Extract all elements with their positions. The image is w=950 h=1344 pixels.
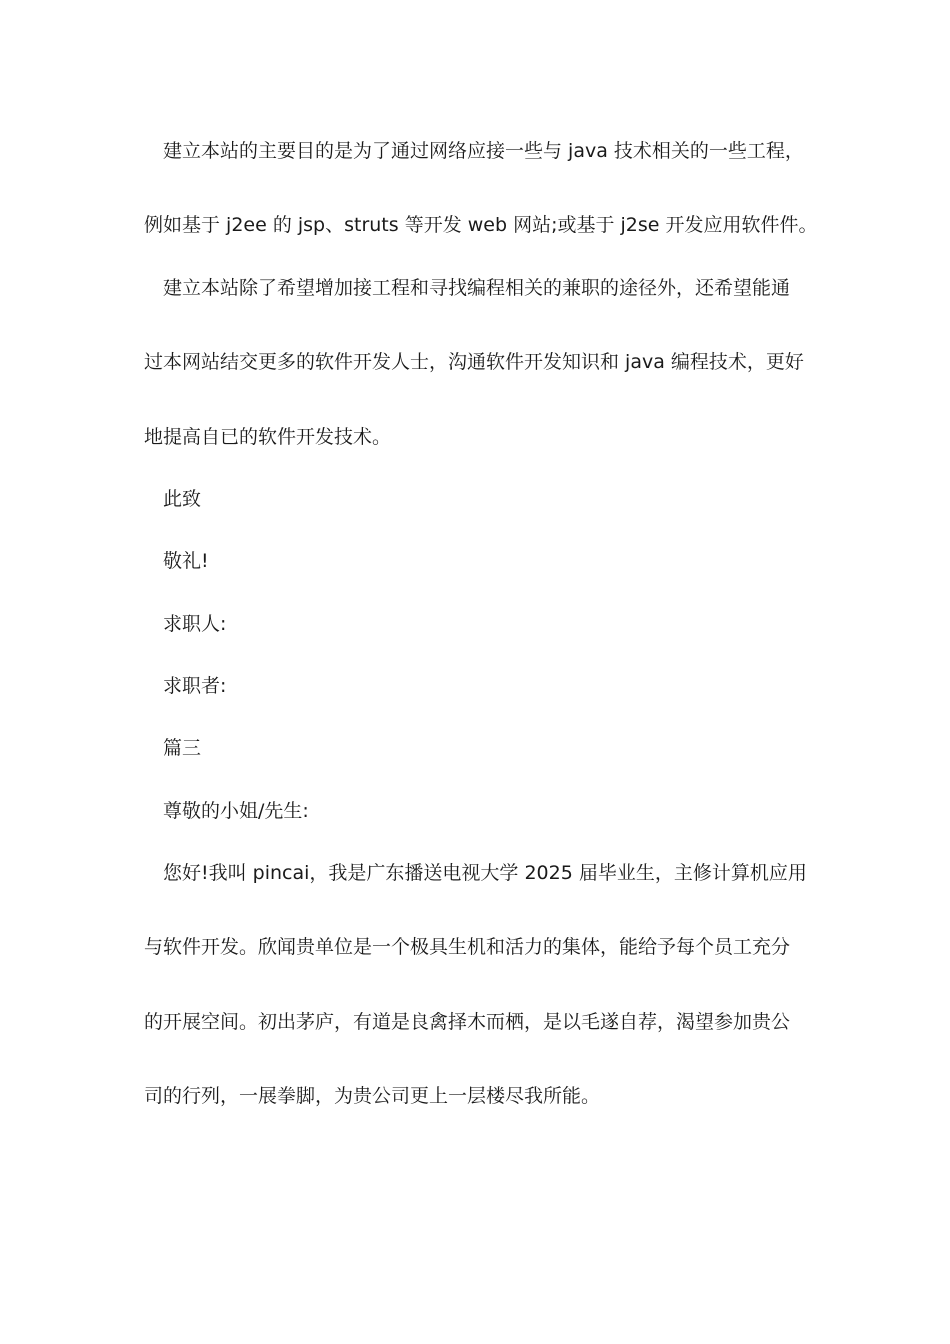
paragraph-line-9: 司的行列，一展拳脚，为贵公司更上一层楼尽我所能。 <box>144 1085 601 1107</box>
paragraph-line-7: 与软件开发。欣闻贵单位是一个极具生机和活力的集体，能给予每个员工充分 <box>144 936 791 958</box>
signature-applicant-label: 求职人: <box>163 613 227 635</box>
paragraph-line-2: 例如基于 j2ee 的 jsp、struts 等开发 web 网站;或基于 j2se 开发应用软件件。 <box>144 214 818 236</box>
letter-greeting: 尊敬的小姐/先生: <box>163 800 309 822</box>
section-heading: 篇三 <box>163 737 202 759</box>
paragraph-line-3: 建立本站除了希望增加接工程和寻找编程相关的兼职的途径外，还希望能通 <box>163 277 791 299</box>
closing-regards: 敬礼! <box>163 550 209 572</box>
closing-salutation: 此致 <box>163 488 202 510</box>
paragraph-line-6: 您好!我叫 pincai，我是广东播送电视大学 2025 届毕业生，主修计算机应用 <box>163 862 807 884</box>
signature-seeker-label: 求职者: <box>163 675 227 697</box>
paragraph-line-8: 的开展空间。初出茅庐，有道是良禽择木而栖，是以毛遂自荐，渴望参加贵公 <box>144 1011 791 1033</box>
paragraph-line-1: 建立本站的主要目的是为了通过网络应接一些与 java 技术相关的一些工程， <box>163 140 804 162</box>
paragraph-line-5: 地提高自已的软件开发技术。 <box>144 426 392 448</box>
paragraph-line-4: 过本网站结交更多的软件开发人士，沟通软件开发知识和 java 编程技术，更好 <box>144 351 804 373</box>
